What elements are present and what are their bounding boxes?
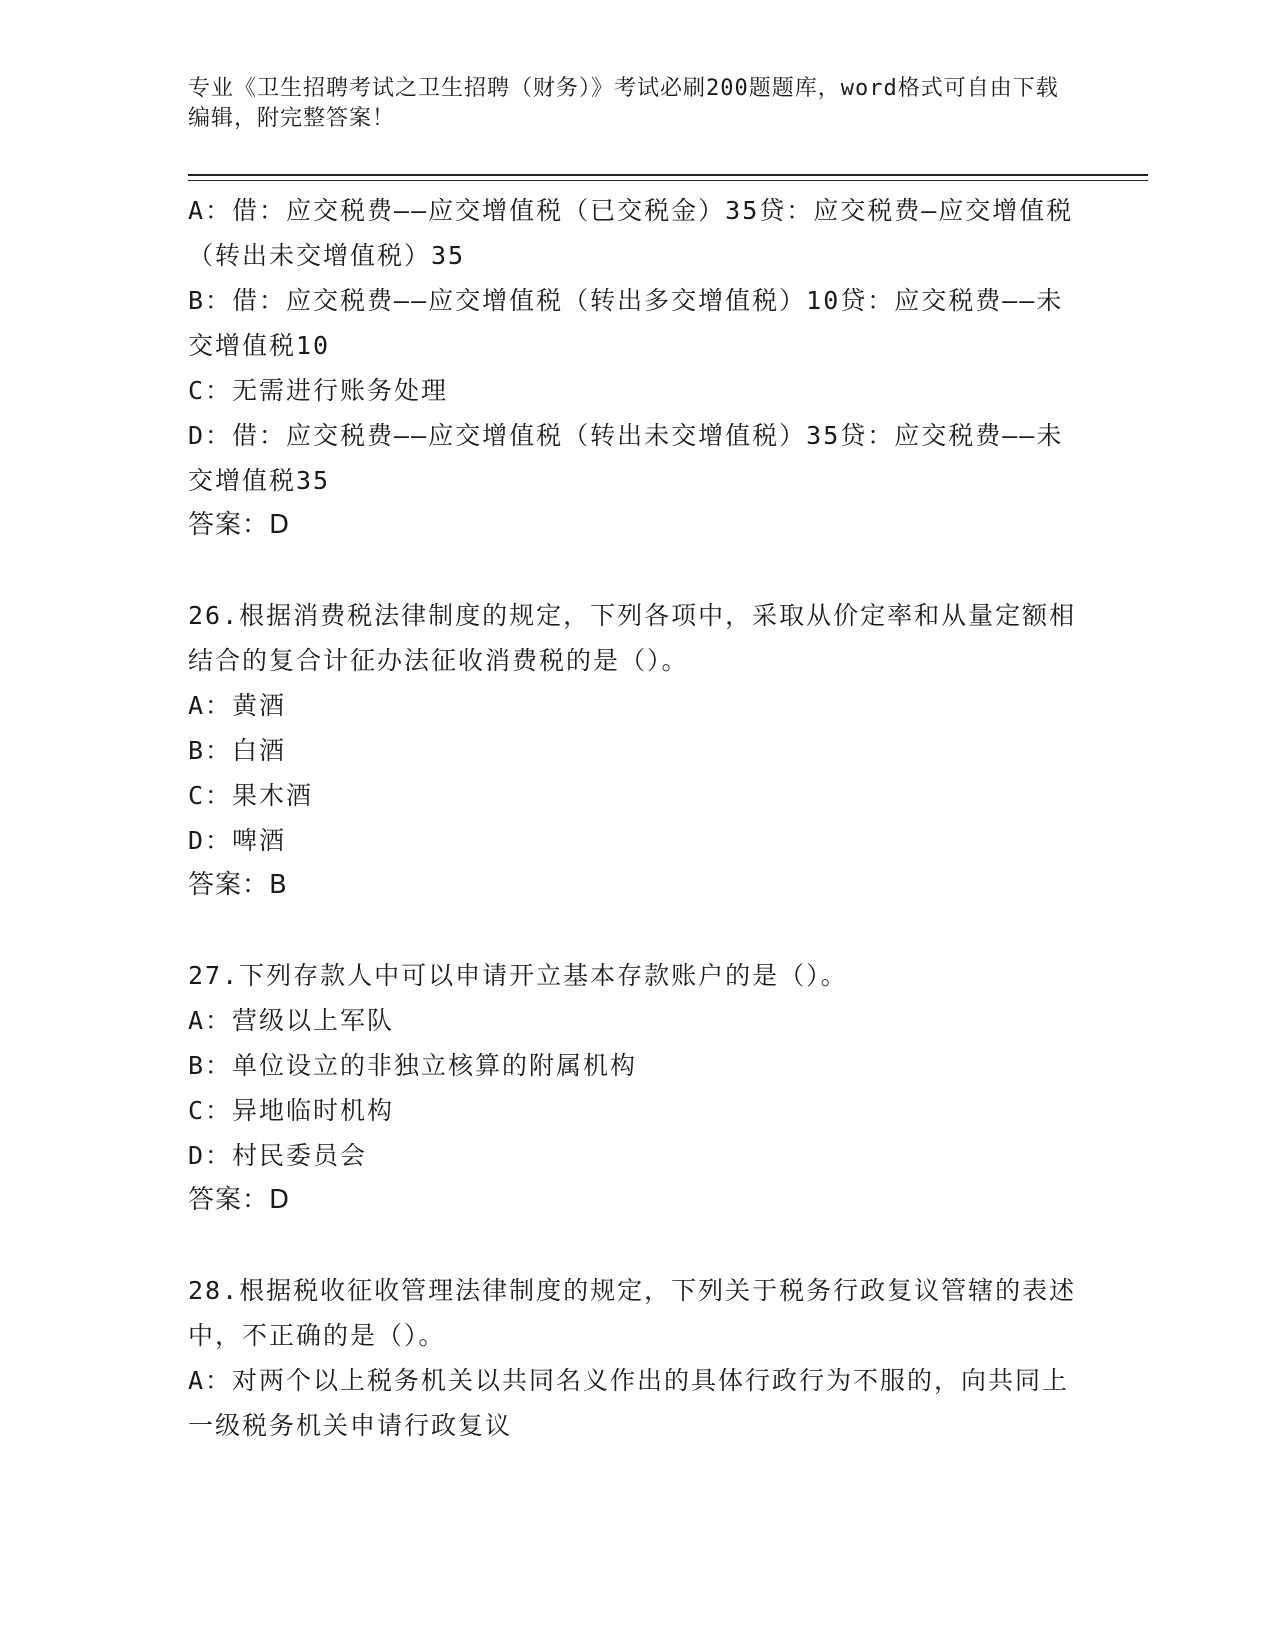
option-d: D：借：应交税费——应交增值税（转出未交增值税）35贷：应交税费——未交增值税35 bbox=[188, 421, 1064, 495]
option-a: A：黄酒 bbox=[188, 691, 287, 720]
header-divider-thick bbox=[188, 174, 1148, 176]
spacer bbox=[188, 1223, 1088, 1268]
question-28 bbox=[188, 1268, 1088, 1448]
spacer bbox=[188, 908, 1088, 953]
option-c: C：无需进行账务处理 bbox=[188, 376, 449, 405]
answer: 答案：B bbox=[188, 870, 288, 900]
question-27 bbox=[188, 953, 1088, 1223]
question-stem: 27.下列存款人中可以申请开立基本存款账户的是（）。 bbox=[188, 961, 848, 990]
option-b: B：单位设立的非独立核算的附属机构 bbox=[188, 1051, 638, 1080]
option-b: B：借：应交税费——应交增值税（转出多交增值税）10贷：应交税费——未交增值税10 bbox=[188, 286, 1064, 360]
option-a: A：借：应交税费——应交增值税（已交税金）35贷：应交税费—应交增值税（转出未交增值税）35 bbox=[188, 196, 1074, 270]
answer: 答案：D bbox=[188, 1185, 291, 1215]
option-a: A：对两个以上税务机关以共同名义作出的具体行政行为不服的，向共同上一级税务机关申请行政复议 bbox=[188, 1366, 1070, 1440]
option-c: C：果木酒 bbox=[188, 781, 314, 810]
option-d: D：啤酒 bbox=[188, 826, 287, 855]
question-25 bbox=[188, 188, 1088, 548]
answer: 答案：D bbox=[188, 510, 291, 540]
option-a: A：营级以上军队 bbox=[188, 1006, 395, 1035]
header-divider-thin bbox=[188, 180, 1148, 181]
question-stem: 28.根据税收征收管理法律制度的规定，下列关于税务行政复议管辖的表述中，不正确的是（）。 bbox=[188, 1276, 1077, 1350]
spacer bbox=[188, 548, 1088, 593]
question-26 bbox=[188, 593, 1088, 908]
question-stem: 26.根据消费税法律制度的规定，下列各项中，采取从价定率和从量定额相结合的复合计征办法征收消费税的是（）。 bbox=[188, 601, 1077, 675]
option-b: B：白酒 bbox=[188, 736, 287, 765]
document-header: 专业《卫生招聘考试之卫生招聘（财务）》考试必刷200题题库，word格式可自由下载编辑，附完整答案！ bbox=[188, 76, 1059, 131]
option-d: D：村民委员会 bbox=[188, 1141, 368, 1170]
question-content bbox=[188, 188, 1088, 1448]
option-c: C：异地临时机构 bbox=[188, 1096, 395, 1125]
